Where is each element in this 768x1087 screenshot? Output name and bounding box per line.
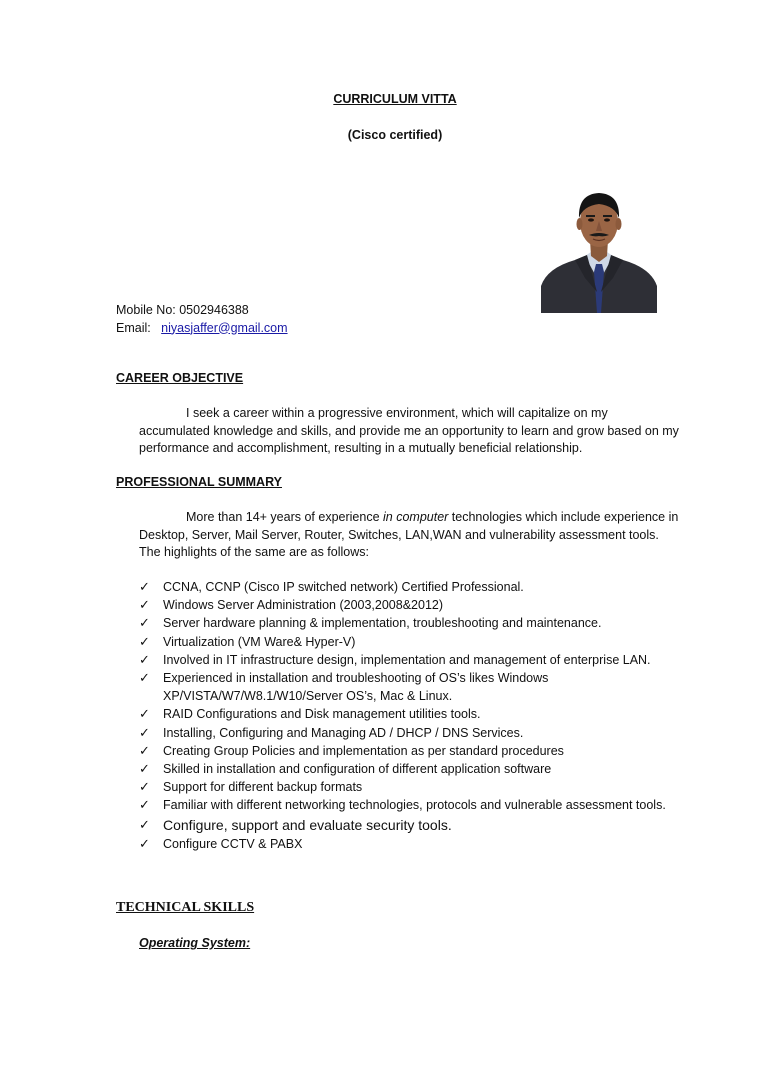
list-item-text: Windows Server Administration (2003,2008&2012): [163, 598, 444, 613]
list-item-text: Skilled in installation and configuration of different application software: [163, 762, 552, 777]
career-objective-text: I seek a career within a progressive environment, which will capitalize on my accumulated knowledge and skills, and provide me an opportunity to learn and grow based on my performance and accomplishment, resulting in a mutually beneficial relationship.: [139, 406, 679, 455]
email-line: [116, 320, 288, 338]
list-item: [139, 578, 699, 596]
list-item-text: CCNA, CCNP (Cisco IP switched network) Certified Professional.: [163, 580, 524, 594]
list-item-text: RAID Configurations and Disk management utilities tools.: [163, 707, 481, 722]
list-item-text: Configure, support and evaluate security tools.: [163, 816, 452, 833]
technical-skills-heading: TECHNICAL SKILLS: [116, 900, 255, 915]
email-label: Email:: [116, 320, 151, 335]
list-item-text: Familiar with different networking technologies, protocols and vulnerable assessment tools.: [163, 798, 666, 813]
list-item: [139, 742, 699, 760]
profile-photo: [541, 182, 657, 313]
list-item-text: Installing, Configuring and Managing AD / DHCP / DNS Services.: [163, 725, 524, 740]
check-icon: ✓: [139, 835, 150, 851]
check-icon: ✓: [139, 761, 150, 777]
list-item: [139, 724, 699, 742]
list-item-text: Configure CCTV & PABX: [163, 836, 303, 851]
career-objective-heading: CAREER OBJECTIVE: [116, 371, 244, 385]
check-icon: ✓: [139, 615, 150, 631]
operating-system-subheading: Operating System:: [139, 936, 251, 950]
summary-text-after: technologies which include experience in Desktop, Server, Mail Server, Router, Switches, LAN,WAN and vulnerability assessment tools. The highlights of the same are as follows:: [139, 510, 679, 559]
check-icon: ✓: [139, 706, 150, 722]
professional-summary-heading: PROFESSIONAL SUMMARY: [116, 475, 282, 489]
document-title: CURRICULUM VITTA: [333, 92, 457, 106]
check-icon: ✓: [139, 797, 150, 813]
mobile-number: 0502946388: [179, 303, 249, 317]
list-item-text: Support for different backup formats: [163, 780, 363, 795]
list-item-text: Experienced in installation and troubleshooting of OS’s likes Windows XP/VISTA/W7/W8.1/W10/Server OS’s, Mac & Linux.: [163, 671, 549, 704]
list-item-text: Involved in IT infrastructure design, implementation and management of enterprise LAN.: [163, 652, 651, 667]
summary-bullet-list: [139, 578, 699, 853]
email-link[interactable]: niyasjaffer@gmail.com: [161, 320, 288, 335]
check-icon: ✓: [139, 724, 150, 740]
list-item: [139, 705, 699, 723]
list-item: [139, 614, 699, 632]
check-icon: ✓: [139, 597, 150, 613]
summary-text-italic: in computer: [383, 510, 449, 524]
mobile-label: Mobile No:: [116, 303, 180, 317]
summary-text-before: More than 14+ years of experience: [186, 510, 383, 524]
list-item: [139, 651, 699, 669]
check-icon: ✓: [139, 779, 150, 795]
mobile-line: [116, 302, 288, 320]
list-item: [139, 778, 699, 796]
list-item: [139, 596, 699, 614]
list-item-text: Creating Group Policies and implementation as per standard procedures: [163, 743, 564, 758]
list-item: [139, 669, 699, 705]
list-item: [139, 760, 699, 778]
list-item: [139, 815, 699, 835]
document-subtitle: (Cisco certified): [347, 128, 443, 142]
check-icon: ✓: [139, 633, 150, 649]
list-item-text: Server hardware planning & implementation, troubleshooting and maintenance.: [163, 616, 602, 631]
professional-summary-text: [139, 509, 679, 562]
check-icon: ✓: [139, 742, 150, 758]
check-icon: ✓: [139, 816, 150, 832]
list-item: [139, 835, 699, 853]
check-icon: ✓: [139, 651, 150, 667]
check-icon: ✓: [139, 670, 150, 686]
list-item: [139, 796, 699, 814]
contact-block: [116, 302, 288, 337]
check-icon: ✓: [139, 579, 150, 594]
list-item: [139, 633, 699, 651]
list-item-text: Virtualization (VM Ware& Hyper-V): [163, 634, 356, 649]
